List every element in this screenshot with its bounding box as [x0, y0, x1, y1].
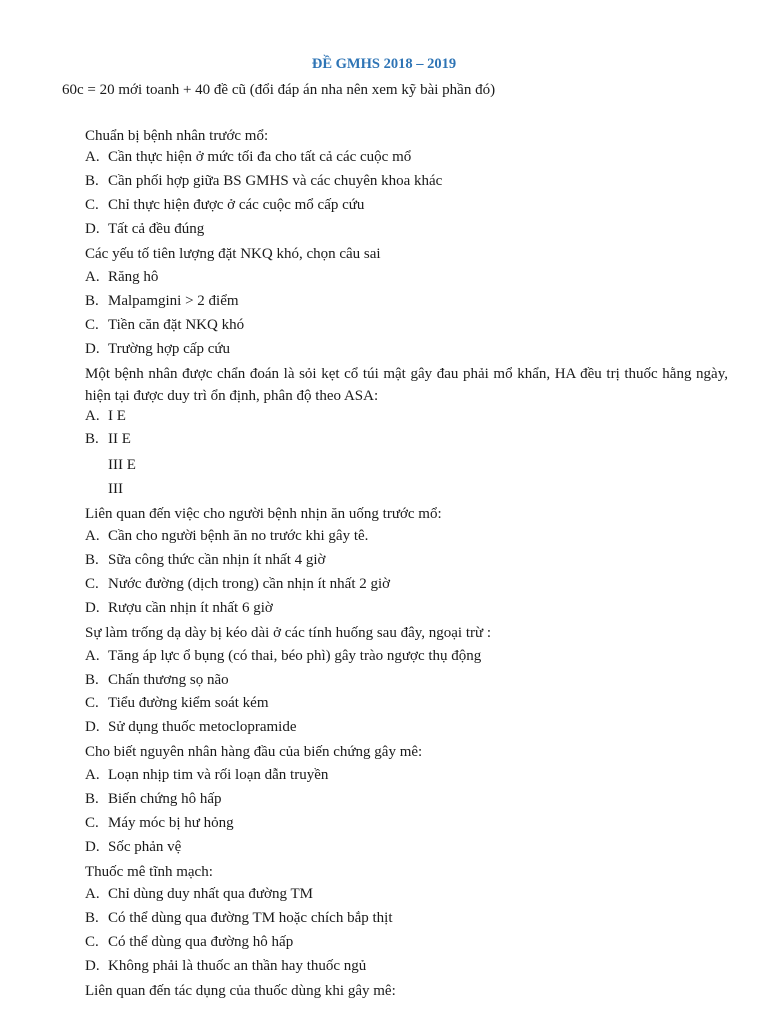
option-text: Có thể dùng qua đường TM hoặc chích bắp thịt: [108, 910, 393, 926]
option-letter: A.: [85, 886, 100, 902]
answer-option: [85, 767, 328, 784]
option-text: Chỉ dùng duy nhất qua đường TM: [108, 886, 313, 902]
option-text: I E: [108, 408, 126, 424]
option-text: Nước đường (dịch trong) cần nhịn ít nhất 2 giờ: [108, 576, 391, 592]
answer-option: [85, 648, 481, 665]
option-text: Máy móc bị hư hỏng: [108, 815, 234, 831]
option-letter: C.: [85, 695, 99, 711]
document-title: ĐỀ GMHS 2018 – 2019: [311, 56, 457, 72]
option-text: Tăng áp lực ổ bụng (có thai, béo phì) gây trào ngược thụ động: [108, 648, 482, 664]
answer-option: [85, 791, 222, 808]
option-text: Cần phối hợp giữa BS GMHS và các chuyên khoa khác: [108, 173, 443, 189]
answer-option: [85, 672, 229, 689]
option-text: Không phải là thuốc an thần hay thuốc ngủ: [108, 958, 367, 974]
answer-option: [85, 221, 204, 238]
answer-option: [85, 341, 230, 358]
option-letter: B.: [85, 672, 99, 688]
question-stem: Liên quan đến việc cho người bệnh nhịn ăn uống trước mổ:: [85, 506, 442, 522]
option-letter: A.: [85, 528, 100, 544]
option-letter: B.: [85, 173, 99, 189]
option-letter: A.: [85, 149, 100, 165]
option-letter: B.: [85, 431, 99, 447]
question-stem: Cho biết nguyên nhân hàng đầu của biến chứng gây mê:: [85, 744, 423, 760]
option-text: Tiểu đường kiểm soát kém: [108, 695, 269, 711]
option-text: Có thể dùng qua đường hô hấp: [108, 934, 294, 950]
answer-option: [85, 958, 366, 975]
option-text: II E: [108, 431, 131, 447]
option-letter: D.: [85, 221, 100, 237]
question-stem: Chuẩn bị bệnh nhân trước mổ:: [85, 128, 269, 144]
option-letter: B.: [85, 293, 99, 309]
option-text: Răng hô: [108, 269, 159, 285]
answer-option: [85, 576, 390, 593]
option-letter: D.: [85, 839, 100, 855]
option-letter: D.: [85, 719, 100, 735]
option-letter: C.: [85, 576, 99, 592]
answer-option: [85, 408, 126, 425]
answer-option: [85, 149, 411, 166]
question-stem: Sự làm trống dạ dày bị kéo dài ở các tính huống sau đây, ngoại trừ :: [85, 625, 492, 641]
option-text: Biến chứng hô hấp: [108, 791, 222, 807]
answer-option: [85, 528, 368, 545]
answer-option: [85, 552, 326, 569]
answer-option: [85, 173, 442, 190]
answer-option: [85, 839, 181, 856]
option-letter: A.: [85, 408, 100, 424]
answer-option-text: III: [108, 481, 123, 497]
option-text: Sốc phản vệ: [108, 839, 182, 855]
option-text: Rượu cần nhịn ít nhất 6 giờ: [108, 600, 273, 616]
option-text: Loạn nhịp tim và rối loạn dẫn truyền: [108, 767, 329, 783]
option-letter: A.: [85, 648, 100, 664]
document-note: 60c = 20 mới toanh + 40 đề cũ (đổi đáp án nha nên xem kỹ bài phần đó): [62, 82, 496, 98]
option-letter: A.: [85, 269, 100, 285]
option-text: Cần cho người bệnh ăn no trước khi gây tê.: [108, 528, 369, 544]
answer-option: [85, 719, 297, 736]
option-letter: C.: [85, 317, 99, 333]
option-text: Chấn thương sọ não: [108, 672, 229, 688]
answer-option: [85, 886, 313, 903]
option-text: Chỉ thực hiện được ở các cuộc mổ cấp cứu: [108, 197, 365, 213]
question-stem: Một bệnh nhân được chẩn đoán là sỏi kẹt cổ túi mật gây đau phải mổ khẩn, HA đều trị thuốc hằng ngày, hiện tại được duy trì ổn định, phân độ theo ASA:: [85, 366, 728, 404]
question-stem: Thuốc mê tĩnh mạch:: [85, 864, 213, 880]
option-text: Malpamgini > 2 điểm: [108, 293, 239, 309]
option-letter: C.: [85, 934, 99, 950]
option-text: Sữa công thức cần nhịn ít nhất 4 giờ: [108, 552, 326, 568]
question-stem: Các yếu tố tiên lượng đặt NKQ khó, chọn câu sai: [85, 246, 381, 262]
option-letter: D.: [85, 600, 100, 616]
option-text: Trường hợp cấp cứu: [108, 341, 230, 357]
option-text: Sử dụng thuốc metoclopramide: [108, 719, 297, 735]
answer-option: [85, 431, 131, 448]
answer-option: [85, 293, 239, 310]
option-text: Tiền căn đặt NKQ khó: [108, 317, 245, 333]
option-letter: B.: [85, 552, 99, 568]
question-stem: Liên quan đến tác dụng của thuốc dùng khi gây mê:: [85, 983, 396, 999]
answer-option: [85, 197, 364, 214]
option-letter: B.: [85, 910, 99, 926]
option-text: Tất cả đều đúng: [108, 221, 205, 237]
option-letter: D.: [85, 958, 100, 974]
option-letter: D.: [85, 341, 100, 357]
answer-option: [85, 317, 244, 334]
answer-option-text: III E: [108, 457, 136, 473]
option-letter: C.: [85, 197, 99, 213]
answer-option: [85, 695, 269, 712]
answer-option: [85, 934, 293, 951]
answer-option: [85, 815, 234, 832]
option-text: Cần thực hiện ở mức tối đa cho tất cả các cuộc mổ: [108, 149, 412, 165]
option-letter: B.: [85, 791, 99, 807]
answer-option: [85, 910, 393, 927]
option-letter: C.: [85, 815, 99, 831]
option-letter: A.: [85, 767, 100, 783]
answer-option: [85, 600, 273, 617]
answer-option: [85, 269, 158, 286]
